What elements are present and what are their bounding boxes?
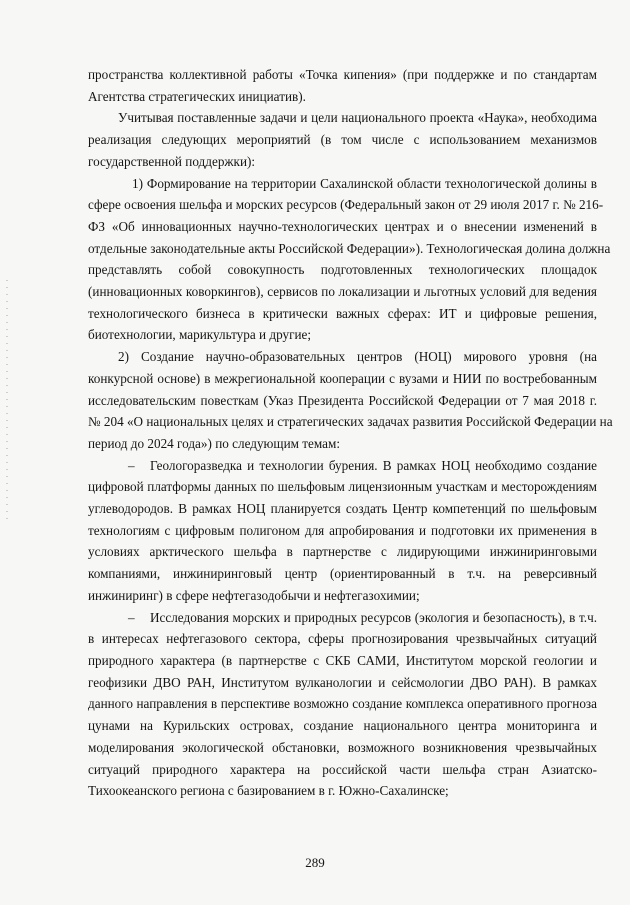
- bullet-dash: –: [128, 609, 135, 625]
- text-line: ФЗ «Об инновационных научно-технологических центрах и о внесении изменений в: [88, 218, 597, 234]
- text-line: Тихоокеанского региона с базированием в г. Южно-Сахалинске;: [88, 783, 449, 799]
- text-line: период до 2024 года») по следующим темам:: [88, 435, 340, 451]
- scan-edge-marks: [6, 280, 8, 520]
- text-line: Учитывая поставленные задачи и цели национального проекта «Наука», необходима: [118, 110, 597, 126]
- text-line: № 204 «О национальных целях и стратегических задачах развития Российской Федерации на: [88, 414, 613, 430]
- text-line: цифровой платформы данных по шельфовым лицензионным участкам и месторождениям: [88, 479, 597, 495]
- page-number: 289: [305, 855, 325, 870]
- text-line: цунами на Курильских островах, создание национального центра мониторинга и: [88, 718, 597, 734]
- text-line: 1) Формирование на территории Сахалинской области технологической долины в: [132, 175, 597, 191]
- text-line: ситуаций природного характера на российской части шельфа стран Азиатско-: [88, 761, 597, 777]
- text-line: (инновационных коворкингов), сервисов по локализации и льготных условий для ведения: [88, 284, 597, 300]
- text-line: сфере освоения шельфа и морских ресурсов (Федеральный закон от 29 июля 2017 г. № 216-: [88, 197, 604, 213]
- text-line: моделирования экологической обстановки, возможного возникновения чрезвычайных: [88, 739, 597, 755]
- text-line: реализация следующих мероприятий (в том числе с использованием механизмов: [88, 132, 597, 148]
- text-line: технологиям с цифровым полигоном для апробирования и подготовки их применения в: [88, 522, 597, 538]
- text-line: представлять собой совокупность подготовленных технологических площадок: [88, 262, 597, 278]
- text-line: технологического бизнеса в критически важных сферах: ИТ и цифровые решения,: [88, 305, 597, 321]
- bullet-dash: –: [128, 457, 135, 473]
- text-line: инжиниринг) в сфере нефтегазодобычи и нефтегазохимии;: [88, 587, 420, 603]
- text-line: государственной поддержки):: [88, 153, 256, 169]
- text-line: 2) Создание научно-образовательных центров (НОЦ) мирового уровня (на: [118, 349, 597, 365]
- text-line: данного направления в перспективе возможно создание комплекса оперативного прогноза: [88, 696, 597, 712]
- text-line: углеводородов. В рамках НОЦ планируется создать Центр компетенций по шельфовым: [88, 501, 597, 517]
- text-line: геофизики ДВО РАН, Институтом вулканологии и сейсмологии ДВО РАН). В рамках: [88, 674, 597, 690]
- bullet-line: [88, 455, 597, 477]
- bullet-text: Геологоразведка и технологии бурения. В рамках НОЦ необходимо создание: [150, 457, 597, 473]
- text-line: Агентства стратегических инициатив).: [88, 88, 306, 104]
- text-line: биотехнологии, марикультура и другие;: [88, 327, 312, 343]
- text-line: пространства коллективной работы «Точка кипения» (при поддержке и по стандартам: [88, 67, 597, 82]
- document-body: [88, 64, 613, 802]
- text-line: конкурсной основе) в межрегиональной кооперации с вузами и НИИ по востребованным: [88, 370, 597, 386]
- text-line: исследовательским повесткам (Указ Президента Российской Федерации от 7 мая 2018 г.: [88, 392, 597, 408]
- text-line: отдельные законодательные акты Российской Федерации»). Технологическая долина должна: [88, 240, 611, 256]
- text-line: компаниями, инжиниринговый центр (ориентированный в т.ч. на реверсивный: [88, 566, 597, 582]
- bullet-line: [88, 607, 597, 629]
- text-line: в интересах нефтегазового сектора, сферы прогнозирования чрезвычайных ситуаций: [88, 631, 597, 647]
- bullet-text: Исследования морских и природных ресурсов (экология и безопасность), в т.ч.: [150, 609, 597, 625]
- text-line: условиях арктического шельфа в партнерстве с лидирующими инжиниринговыми: [88, 544, 597, 560]
- text-line: природного характера (в партнерстве с СКБ САМИ, Институтом морской геологии и: [88, 652, 597, 668]
